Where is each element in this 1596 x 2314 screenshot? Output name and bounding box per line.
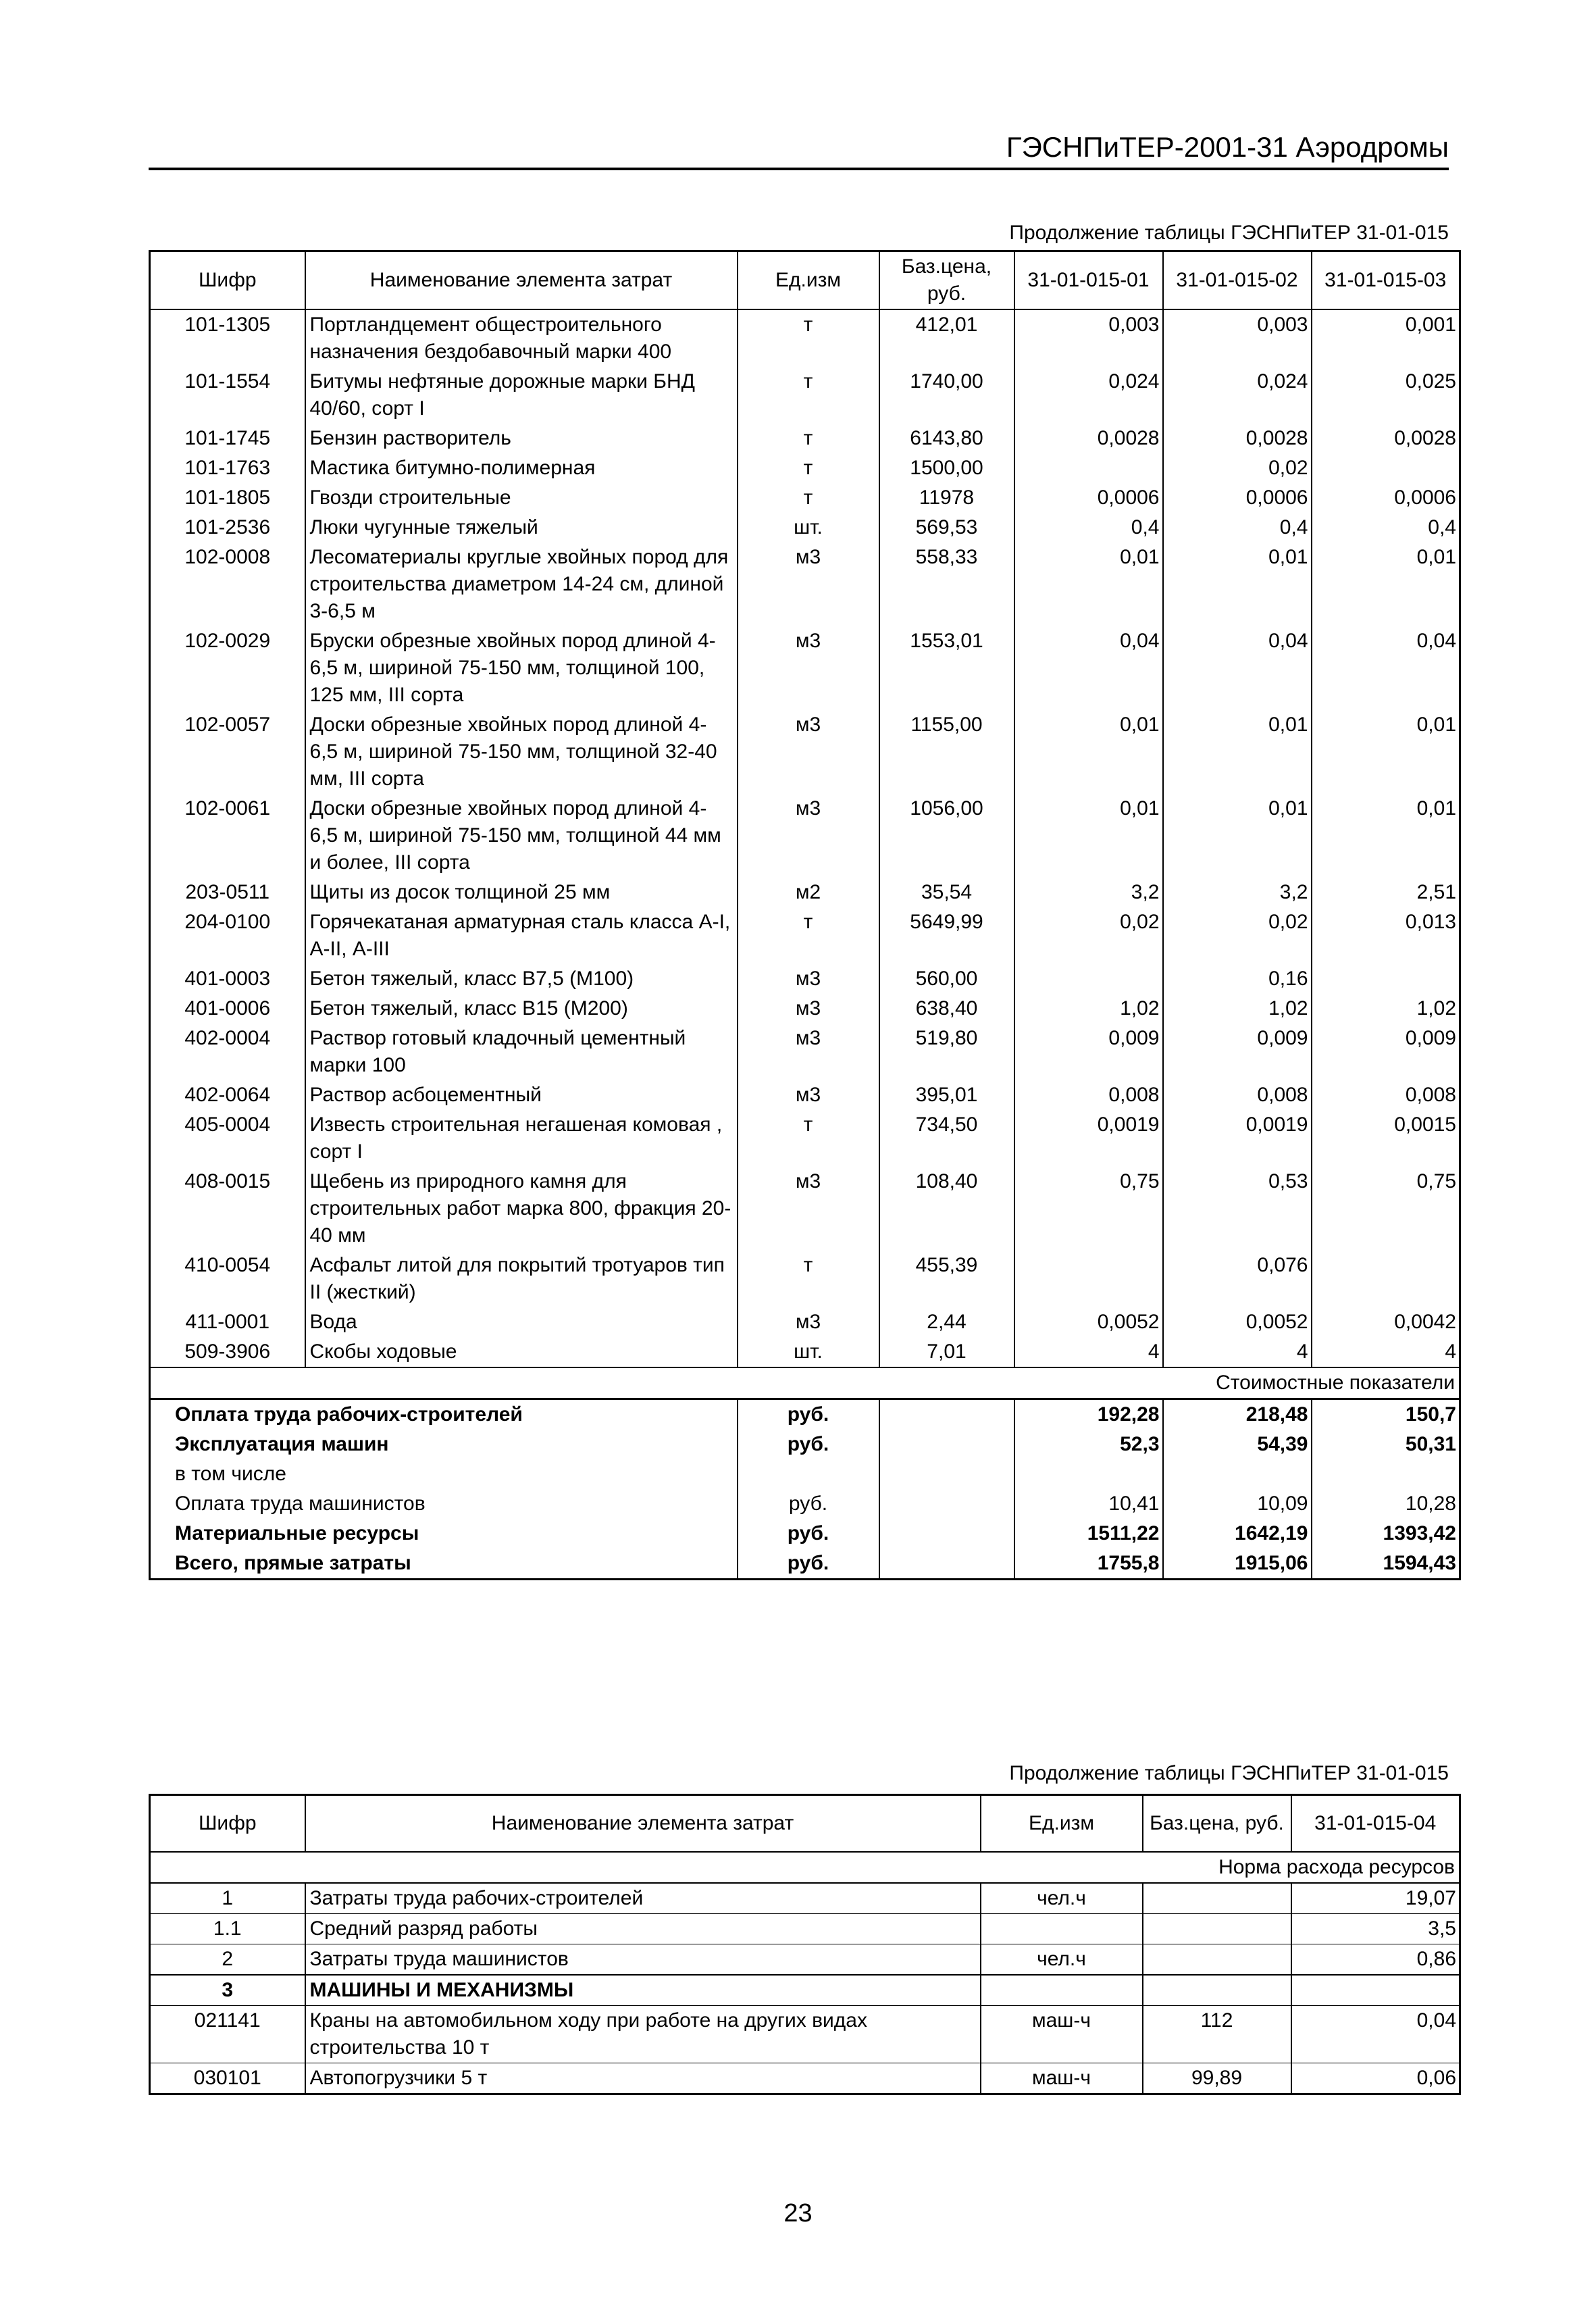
value-015-02: 0,009	[1163, 1024, 1312, 1080]
resource-unit: м3	[738, 543, 879, 626]
summary-row	[150, 1430, 1460, 1459]
table-row	[150, 1167, 1460, 1251]
resource-unit: м3	[738, 710, 879, 794]
resource-unit: м3	[738, 1167, 879, 1251]
table-row	[150, 1883, 1460, 1914]
value-015-02: 1,02	[1163, 994, 1312, 1024]
value-015-01: 0,01	[1014, 543, 1163, 626]
row-unit: чел.ч	[981, 1883, 1143, 1914]
value-015-03: 0,025	[1312, 367, 1460, 424]
resource-name: Бетон тяжелый, класс В7,5 (М100)	[305, 964, 738, 994]
row-unit: маш-ч	[981, 2063, 1143, 2094]
resource-code: 101-1554	[150, 367, 305, 424]
row-price	[1143, 1914, 1291, 1944]
resource-unit: шт.	[738, 1337, 879, 1367]
table-row	[150, 367, 1460, 424]
col-header-v1: 31-01-015-04	[1291, 1795, 1460, 1853]
resource-price: 5649,99	[879, 907, 1014, 964]
table-row	[150, 1307, 1460, 1337]
resource-price: 11978	[879, 483, 1014, 513]
resource-code: 102-0029	[150, 626, 305, 710]
value-015-03: 0,4	[1312, 513, 1460, 543]
value-015-03: 2,51	[1312, 878, 1460, 907]
row-unit	[981, 1975, 1143, 2006]
value-015-01: 0,75	[1014, 1167, 1163, 1251]
table-row	[150, 1080, 1460, 1110]
resource-name: Доски обрезные хвойных пород длиной 4-6,5 м, шириной 75-150 мм, толщиной 32-40 мм, III сорта	[305, 710, 738, 794]
summary-015-01: 52,3	[1014, 1430, 1163, 1459]
resource-price: 1740,00	[879, 367, 1014, 424]
summary-unit: руб.	[738, 1519, 879, 1549]
value-015-02: 0,0019	[1163, 1110, 1312, 1167]
value-015-02: 0,0006	[1163, 483, 1312, 513]
resource-code: 102-0061	[150, 794, 305, 878]
row-code: 021141	[150, 2006, 305, 2063]
row-name: Автопогрузчики 5 т	[305, 2063, 981, 2094]
value-015-02: 0,0028	[1163, 424, 1312, 453]
value-015-04: 0,06	[1291, 2063, 1460, 2094]
value-015-03: 0,0042	[1312, 1307, 1460, 1337]
resource-price: 2,44	[879, 1307, 1014, 1337]
summary-label: в том числе	[150, 1459, 738, 1489]
resource-price: 1056,00	[879, 794, 1014, 878]
col-header-price: Баз.цена, руб.	[1143, 1795, 1291, 1853]
value-015-03: 0,0015	[1312, 1110, 1460, 1167]
resource-unit: м2	[738, 878, 879, 907]
resource-price: 1155,00	[879, 710, 1014, 794]
summary-015-01: 10,41	[1014, 1489, 1163, 1519]
summary-row	[150, 1399, 1460, 1430]
col-header-name: Наименование элемента затрат	[305, 251, 738, 310]
value-015-03: 0,04	[1312, 626, 1460, 710]
value-015-01: 0,4	[1014, 513, 1163, 543]
summary-label: Всего, прямые затраты	[150, 1549, 738, 1580]
value-015-01: 0,008	[1014, 1080, 1163, 1110]
value-015-04: 19,07	[1291, 1883, 1460, 1914]
summary-015-01: 1755,8	[1014, 1549, 1163, 1580]
resource-name: Люки чугунные тяжелый	[305, 513, 738, 543]
resource-name: Щиты из досок толщиной 25 мм	[305, 878, 738, 907]
table-row	[150, 1944, 1460, 1976]
norm-row	[150, 1852, 1460, 1883]
summary-label: Эксплуатация машин	[150, 1430, 738, 1459]
value-015-01: 0,0052	[1014, 1307, 1163, 1337]
table-row	[150, 626, 1460, 710]
norms-table	[149, 1794, 1461, 2095]
resource-unit: т	[738, 1251, 879, 1307]
resource-name: Горячекатаная арматурная сталь класса А-I, А-II, А-III	[305, 907, 738, 964]
resource-name: Мастика битумно-полимерная	[305, 453, 738, 483]
col-header-code: Шифр	[150, 1795, 305, 1853]
resource-name: Лесоматериалы круглые хвойных пород для строительства диаметром 14-24 см, длиной 3-6,5 м	[305, 543, 738, 626]
col-header-code: Шифр	[150, 251, 305, 310]
resource-code: 102-0008	[150, 543, 305, 626]
resource-name: Асфальт литой для покрытий тротуаров тип II (жесткий)	[305, 1251, 738, 1307]
value-015-02: 4	[1163, 1337, 1312, 1367]
table-row	[150, 878, 1460, 907]
value-015-03	[1312, 1251, 1460, 1307]
resource-code: 402-0064	[150, 1080, 305, 1110]
summary-row	[150, 1549, 1460, 1580]
value-015-01: 0,04	[1014, 626, 1163, 710]
summary-row	[150, 1489, 1460, 1519]
value-015-02: 0,04	[1163, 626, 1312, 710]
resource-price: 560,00	[879, 964, 1014, 994]
summary-015-02: 218,48	[1163, 1399, 1312, 1430]
table-row	[150, 1914, 1460, 1944]
row-code: 2	[150, 1944, 305, 1976]
resource-price: 395,01	[879, 1080, 1014, 1110]
summary-price	[879, 1399, 1014, 1430]
resource-name: Щебень из природного камня для строительных работ марка 800, фракция 20-40 мм	[305, 1167, 738, 1251]
value-015-01: 0,01	[1014, 710, 1163, 794]
resource-code: 101-1745	[150, 424, 305, 453]
resource-name: Гвозди строительные	[305, 483, 738, 513]
row-unit	[981, 1914, 1143, 1944]
value-015-01: 0,01	[1014, 794, 1163, 878]
row-code: 1	[150, 1883, 305, 1914]
row-price	[1143, 1944, 1291, 1976]
resource-unit: т	[738, 453, 879, 483]
value-015-02: 0,076	[1163, 1251, 1312, 1307]
resource-code: 101-1805	[150, 483, 305, 513]
summary-015-03: 50,31	[1312, 1430, 1460, 1459]
value-015-03: 0,009	[1312, 1024, 1460, 1080]
value-015-02: 0,4	[1163, 513, 1312, 543]
summary-unit	[738, 1459, 879, 1489]
resource-price: 558,33	[879, 543, 1014, 626]
summary-015-02	[1163, 1459, 1312, 1489]
col-header-v2: 31-01-015-02	[1163, 251, 1312, 310]
value-015-02: 3,2	[1163, 878, 1312, 907]
table-row	[150, 309, 1460, 367]
table-row	[150, 907, 1460, 964]
resource-price: 1500,00	[879, 453, 1014, 483]
summary-015-02: 1915,06	[1163, 1549, 1312, 1580]
value-015-02: 0,01	[1163, 543, 1312, 626]
value-015-03: 0,01	[1312, 710, 1460, 794]
value-015-03	[1312, 453, 1460, 483]
resource-unit: м3	[738, 626, 879, 710]
summary-row	[150, 1459, 1460, 1489]
summary-015-02: 1642,19	[1163, 1519, 1312, 1549]
resource-unit: м3	[738, 794, 879, 878]
value-015-02: 0,53	[1163, 1167, 1312, 1251]
row-code: 3	[150, 1975, 305, 2006]
resource-unit: т	[738, 367, 879, 424]
resource-name: Портландцемент общестроительного назначения бездобавочный марки 400	[305, 309, 738, 367]
table-row	[150, 2063, 1460, 2094]
col-header-v3: 31-01-015-03	[1312, 251, 1460, 310]
summary-price	[879, 1459, 1014, 1489]
table-row	[150, 2006, 1460, 2063]
value-015-01: 0,0006	[1014, 483, 1163, 513]
value-015-03: 0,008	[1312, 1080, 1460, 1110]
resource-name: Бензин растворитель	[305, 424, 738, 453]
summary-label: Оплата труда машинистов	[150, 1489, 738, 1519]
col-header-price: Баз.цена, руб.	[879, 251, 1014, 310]
table-row	[150, 710, 1460, 794]
table-row	[150, 453, 1460, 483]
resource-unit: т	[738, 309, 879, 367]
summary-015-02: 10,09	[1163, 1489, 1312, 1519]
row-name: Затраты труда машинистов	[305, 1944, 981, 1976]
resource-price: 35,54	[879, 878, 1014, 907]
summary-price	[879, 1489, 1014, 1519]
summary-price	[879, 1430, 1014, 1459]
value-015-04: 0,86	[1291, 1944, 1460, 1976]
table-row	[150, 794, 1460, 878]
value-015-01: 0,0019	[1014, 1110, 1163, 1167]
value-015-02: 0,01	[1163, 794, 1312, 878]
table-row	[150, 424, 1460, 453]
resource-unit: м3	[738, 1307, 879, 1337]
value-015-04	[1291, 1975, 1460, 2006]
resource-name: Известь строительная негашеная комовая , сорт I	[305, 1110, 738, 1167]
row-name: Краны на автомобильном ходу при работе на других видах строительства 10 т	[305, 2006, 981, 2063]
summary-015-03: 1594,43	[1312, 1549, 1460, 1580]
summary-015-03	[1312, 1459, 1460, 1489]
value-015-01	[1014, 1251, 1163, 1307]
row-code: 030101	[150, 2063, 305, 2094]
summary-label: Материальные ресурсы	[150, 1519, 738, 1549]
value-015-03: 0,75	[1312, 1167, 1460, 1251]
table1-header-row	[150, 251, 1460, 310]
table-row	[150, 513, 1460, 543]
resource-unit: м3	[738, 994, 879, 1024]
summary-015-02: 54,39	[1163, 1430, 1312, 1459]
value-015-02: 0,0052	[1163, 1307, 1312, 1337]
resource-price: 734,50	[879, 1110, 1014, 1167]
value-015-03: 0,013	[1312, 907, 1460, 964]
col-header-unit: Ед.изм	[981, 1795, 1143, 1853]
table2-caption: Продолжение таблицы ГЭСНПиТЕР 31-01-015	[1009, 1762, 1449, 1784]
resource-price: 6143,80	[879, 424, 1014, 453]
row-price: 112	[1143, 2006, 1291, 2063]
value-015-02: 0,01	[1163, 710, 1312, 794]
table1-caption: Продолжение таблицы ГЭСНПиТЕР 31-01-015	[1009, 222, 1449, 244]
resource-unit: м3	[738, 964, 879, 994]
summary-price	[879, 1519, 1014, 1549]
table-row	[150, 1251, 1460, 1307]
value-015-01: 0,024	[1014, 367, 1163, 424]
row-price	[1143, 1975, 1291, 2006]
resource-code: 102-0057	[150, 710, 305, 794]
resource-price: 1553,01	[879, 626, 1014, 710]
table-row	[150, 483, 1460, 513]
resource-code: 402-0004	[150, 1024, 305, 1080]
resource-name: Раствор готовый кладочный цементный марки 100	[305, 1024, 738, 1080]
value-015-02: 0,003	[1163, 309, 1312, 367]
resource-code: 410-0054	[150, 1251, 305, 1307]
page-number: 23	[783, 2199, 813, 2228]
value-015-03: 0,01	[1312, 543, 1460, 626]
resource-code: 401-0006	[150, 994, 305, 1024]
value-015-02: 0,16	[1163, 964, 1312, 994]
value-015-04: 3,5	[1291, 1914, 1460, 1944]
value-015-01: 3,2	[1014, 878, 1163, 907]
table-row	[150, 1337, 1460, 1367]
resource-code: 203-0511	[150, 878, 305, 907]
resource-name: Доски обрезные хвойных пород длиной 4-6,5 м, шириной 75-150 мм, толщиной 44 мм и более, III сорта	[305, 794, 738, 878]
table2-header-row	[150, 1795, 1460, 1853]
resource-unit: м3	[738, 1080, 879, 1110]
summary-row	[150, 1519, 1460, 1549]
col-header-name: Наименование элемента затрат	[305, 1795, 981, 1853]
value-015-01: 0,009	[1014, 1024, 1163, 1080]
value-015-01: 0,02	[1014, 907, 1163, 964]
summary-015-03: 1393,42	[1312, 1519, 1460, 1549]
resource-code: 101-2536	[150, 513, 305, 543]
resource-price: 108,40	[879, 1167, 1014, 1251]
resource-unit: т	[738, 907, 879, 964]
resource-name: Битумы нефтяные дорожные марки БНД 40/60, сорт I	[305, 367, 738, 424]
resource-code: 408-0015	[150, 1167, 305, 1251]
summary-label: Оплата труда рабочих-строителей	[150, 1399, 738, 1430]
value-015-02: 0,008	[1163, 1080, 1312, 1110]
value-015-01: 1,02	[1014, 994, 1163, 1024]
value-015-01: 0,003	[1014, 309, 1163, 367]
value-015-03: 0,001	[1312, 309, 1460, 367]
table-row	[150, 543, 1460, 626]
resource-name: Раствор асбоцементный	[305, 1080, 738, 1110]
value-015-03: 0,01	[1312, 794, 1460, 878]
resource-code: 405-0004	[150, 1110, 305, 1167]
resource-price: 7,01	[879, 1337, 1014, 1367]
table-row	[150, 1975, 1460, 2006]
row-name: Средний разряд работы	[305, 1914, 981, 1944]
col-header-unit: Ед.изм	[738, 251, 879, 310]
value-015-02: 0,02	[1163, 907, 1312, 964]
section-row	[150, 1367, 1460, 1399]
value-015-03: 0,0006	[1312, 483, 1460, 513]
value-015-01: 4	[1014, 1337, 1163, 1367]
resource-price: 412,01	[879, 309, 1014, 367]
summary-015-01	[1014, 1459, 1163, 1489]
resource-code: 411-0001	[150, 1307, 305, 1337]
value-015-01: 0,0028	[1014, 424, 1163, 453]
summary-price	[879, 1549, 1014, 1580]
value-015-02: 0,024	[1163, 367, 1312, 424]
table-row	[150, 1024, 1460, 1080]
summary-015-03: 10,28	[1312, 1489, 1460, 1519]
summary-015-03: 150,7	[1312, 1399, 1460, 1430]
resource-unit: т	[738, 1110, 879, 1167]
value-015-03: 4	[1312, 1337, 1460, 1367]
resource-name: Бруски обрезные хвойных пород длиной 4-6,5 м, шириной 75-150 мм, толщиной 100, 125 мм, III сорта	[305, 626, 738, 710]
value-015-02: 0,02	[1163, 453, 1312, 483]
resource-code: 204-0100	[150, 907, 305, 964]
value-015-04: 0,04	[1291, 2006, 1460, 2063]
resource-price: 519,80	[879, 1024, 1014, 1080]
value-015-03: 0,0028	[1312, 424, 1460, 453]
summary-015-01: 1511,22	[1014, 1519, 1163, 1549]
document-header	[149, 128, 1449, 170]
document-title: ГЭСНПиТЕР-2001-31 Аэродромы	[1006, 131, 1449, 163]
resource-name: Бетон тяжелый, класс В15 (М200)	[305, 994, 738, 1024]
resource-price: 569,53	[879, 513, 1014, 543]
resources-table	[149, 250, 1461, 1580]
resource-code: 101-1763	[150, 453, 305, 483]
summary-unit: руб.	[738, 1489, 879, 1519]
value-015-01	[1014, 453, 1163, 483]
table-row	[150, 1110, 1460, 1167]
value-015-03: 1,02	[1312, 994, 1460, 1024]
resource-unit: т	[738, 424, 879, 453]
row-price: 99,89	[1143, 2063, 1291, 2094]
table-row	[150, 964, 1460, 994]
row-code: 1.1	[150, 1914, 305, 1944]
resource-price: 455,39	[879, 1251, 1014, 1307]
resource-name: Скобы ходовые	[305, 1337, 738, 1367]
resource-name: Вода	[305, 1307, 738, 1337]
row-name: МАШИНЫ И МЕХАНИЗМЫ	[305, 1975, 981, 2006]
table-row	[150, 994, 1460, 1024]
resource-unit: м3	[738, 1024, 879, 1080]
col-header-v1: 31-01-015-01	[1014, 251, 1163, 310]
cost-indicators-label: Стоимостные показатели	[150, 1367, 1460, 1399]
row-price	[1143, 1883, 1291, 1914]
resource-code: 509-3906	[150, 1337, 305, 1367]
summary-015-01: 192,28	[1014, 1399, 1163, 1430]
resource-code: 401-0003	[150, 964, 305, 994]
row-name: Затраты труда рабочих-строителей	[305, 1883, 981, 1914]
resource-unit: шт.	[738, 513, 879, 543]
resource-code: 101-1305	[150, 309, 305, 367]
value-015-01	[1014, 964, 1163, 994]
row-unit: чел.ч	[981, 1944, 1143, 1976]
summary-unit: руб.	[738, 1399, 879, 1430]
resource-unit: т	[738, 483, 879, 513]
norm-label: Норма расхода ресурсов	[150, 1852, 1460, 1883]
summary-unit: руб.	[738, 1549, 879, 1580]
summary-unit: руб.	[738, 1430, 879, 1459]
resource-price: 638,40	[879, 994, 1014, 1024]
row-unit: маш-ч	[981, 2006, 1143, 2063]
value-015-03	[1312, 964, 1460, 994]
